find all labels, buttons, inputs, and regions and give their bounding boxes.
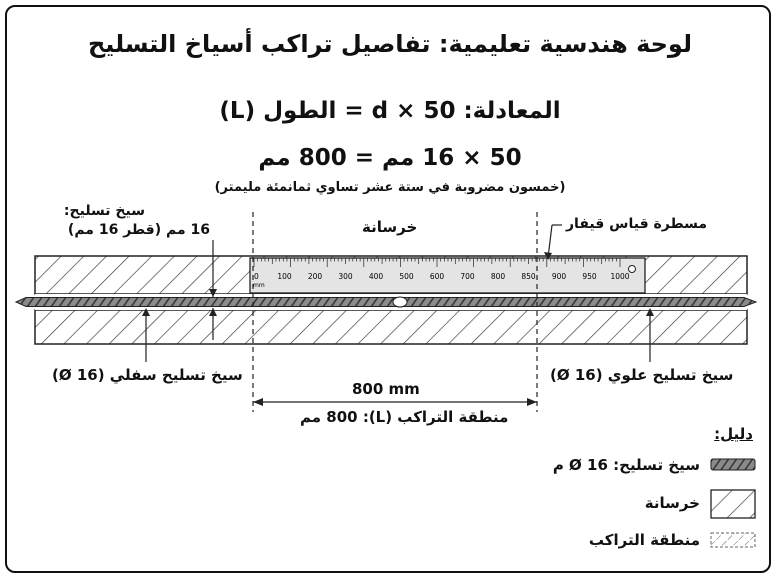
- page-title: لوحة هندسية تعليمية: تفاصيل تراكب أسياخ التسليح: [87, 30, 692, 58]
- ruler-tick-label: 800: [490, 272, 506, 281]
- rebar-icon: [711, 459, 755, 470]
- formula: المعادلة: 50 × d = الطول (L): [219, 98, 561, 124]
- ruler-tick-label: 950: [582, 272, 597, 281]
- concrete-label: خرسانة: [362, 218, 418, 236]
- ruler-hole: [629, 266, 636, 273]
- legend-item-rebar: سيخ تسليح: 16 Ø م: [552, 456, 700, 474]
- concrete-bottom-block: [35, 310, 747, 344]
- ruler-tick-label: 500: [399, 272, 414, 281]
- calculation: 50 × 16 مم = 800 مم: [258, 145, 522, 171]
- ruler-unit: mm: [253, 282, 265, 289]
- calculation-note: (خمسون مضروبة في ستة عشر تساوي ثمانمئة مليمتر): [214, 180, 566, 195]
- legend-item-concrete: خرسانة: [644, 494, 700, 512]
- lap-zone-label: منطقة التراكب (L): 800 مم: [300, 408, 509, 426]
- ruler: [250, 258, 645, 293]
- rebar-callout-size: 16 مم (قطر 16 مم): [67, 222, 210, 238]
- ruler-tick-label: 600: [429, 272, 445, 281]
- lap-zone-hatch-icon: [711, 533, 755, 547]
- ruler-tick-label: 1000: [610, 272, 630, 281]
- ruler-tick-label: 400: [368, 272, 384, 281]
- ruler-tick-label: 700: [460, 272, 475, 281]
- legend-item-lap-zone: منطقة التراكب: [588, 531, 700, 549]
- concrete-hatch-icon: [711, 490, 755, 518]
- rebar-splice-joint: [393, 297, 407, 307]
- ruler-tick-label: 200: [307, 272, 323, 281]
- ruler-tick-label: 300: [338, 272, 353, 281]
- ruler-tick-label: 900: [551, 272, 567, 281]
- rebar-callout-title: سيخ تسليح:: [63, 203, 145, 219]
- legend-title: دليل:: [714, 425, 753, 443]
- rebar-left: [16, 298, 404, 307]
- ruler-label: مسطرة قياس قيفار: [566, 216, 708, 232]
- ruler-tick-label: 100: [277, 272, 292, 281]
- ruler-tick-label: 0: [254, 272, 259, 281]
- rebar-right: [396, 298, 756, 307]
- top-bar-label: سيخ تسليح علوي (16 Ø): [550, 366, 734, 384]
- bottom-bar-label: سيخ تسليح سفلي (16 Ø): [52, 366, 243, 384]
- dimension-value: 800 mm: [352, 380, 420, 398]
- ruler-tick-label: 850: [521, 272, 536, 281]
